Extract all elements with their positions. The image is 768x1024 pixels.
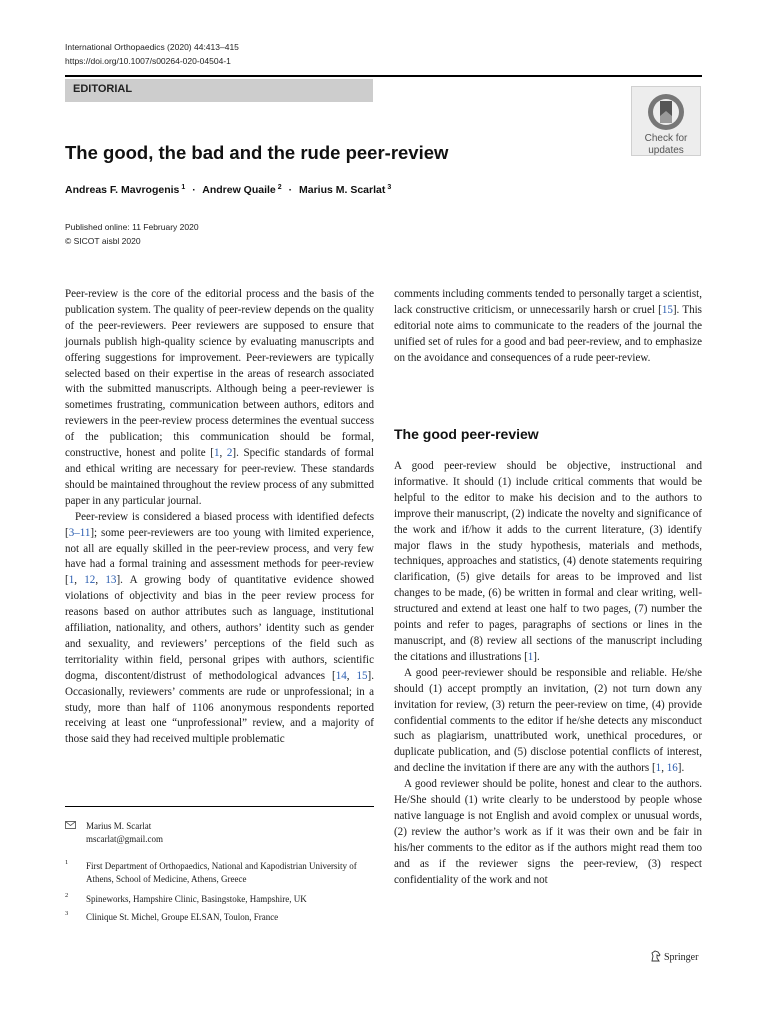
citation-link[interactable]: 16 (666, 762, 678, 775)
publisher-logo (650, 950, 698, 963)
paragraph: A good peer-review should be objective, instructional and informative. It should (1) include critical comments that would be helpful to the editor to make his decision and to the authors to improve their manuscript, (2) indicate the novelty and significance of the work and if/how it adds to the current literature, (3) identify major flaws in the study hypothesis, materials and methods, techniques, approaches and statistics, (4) denote statements requiring clarification, (5) give details for areas to be improved and list changes to be made, (6) be written in formal and clear writing, well-structured and extend at least one half to two pages, (7) number the points and refer to pages, paragraphs of sections or lines in the manuscript, and (8) review all sections of the manuscript including the citations and illustrations [1]. (394, 460, 702, 663)
author-list (65, 184, 391, 196)
paragraph: Peer-review is the core of the editorial process and the basis of the publication system. The quality of peer-review depends on the quality of the peer-reviewers. Peer reviewers are supposed to ensure that journals publish high-quality science by evaluating manuscripts and offering suggestions for improvement. Peer-reviewers are typically selected based on their expertise in the areas of research associated with the submitted manuscripts. Although being a peer-reviewer is sometimes frustrating, communication between authors, editors and reviewers in the peer-review process determines the eventual success of the publication; this communication should be formal, constructive, honest and polite [1, 2]. Specific standards of formal and ethical writing are necessary for peer-review. These standards should be maintained throughout the review process of any submitted paper in any particular journal. (65, 288, 374, 507)
doi-link[interactable]: https://doi.org/10.1007/s00264-020-04504-1 (65, 56, 231, 66)
copyright-icon: © (65, 236, 72, 246)
author-name[interactable]: Andreas F. Mavrogenis (65, 184, 180, 196)
affiliation-text: Clinique St. Michel, Groupe ELSAN, Toulon, France (86, 912, 279, 922)
copyright-text: SICOT aisbl 2020 (73, 236, 141, 246)
article-type-bar (65, 79, 373, 102)
citation-link[interactable]: 15 (356, 669, 368, 682)
citation-link[interactable]: 1 (527, 650, 534, 663)
footnote-rule (65, 806, 374, 807)
affiliation (65, 911, 374, 924)
citation-link[interactable]: 1 (68, 574, 75, 587)
paragraph: comments including comments tended to personally target a scientist, lack constructive criticism, or unnecessarily harsh or cruel [15]. This editorial note aims to communicate to the readers of the journal the unified set of rules for a good and bad peer-review, and to emphasize on the avoidance and consequences of a rude peer-review. (394, 288, 702, 364)
paragraph: Peer-review is considered a biased process with identified defects [3–11]; some peer-reviewers are too young with limited experience, not all are equally skilled in the peer-review process, and very few have had a formal training and assessment methods for peer-review [1, 12, 13]. A growing body of quantitative evidence showed violations of objectivity and bias in the peer review process for reasons based on author attributes such as language, institutional affiliation, nationality, and others, authors’ identity such as gender and sexuality, and reviewers’ perceptions of the field such as territoriality within field, personal gripes with authors, scientific dogma, discontent/distrust of methodological advances [14, 15]. Occasionally, reviewers’ comments are rude or unprofessional; in a study, more than half of 1106 anonymous respondents reported receiving at least one “unprofessional” review, and a majority of those said they had received multiple problematic (65, 510, 374, 746)
corresponding-author: Marius M. Scarlat (86, 821, 152, 831)
affiliation-number: 2 (65, 892, 69, 899)
article-title: The good, the bad and the rude peer-review (65, 142, 449, 163)
affiliation-number: 1 (65, 859, 69, 866)
badge-line-2: updates (648, 145, 684, 156)
affiliation (65, 860, 374, 885)
published-date: Published online: 11 February 2020 (65, 222, 199, 232)
check-for-updates-icon (646, 92, 686, 132)
publisher-name: Springer (664, 952, 699, 963)
paragraph: A good peer-reviewer should be responsible and reliable. He/she should (1) accept promptly an invitation, (2) not turn down any invitation for review, (3) return the peer-review on time, (4) provide confidential comments to the editor if he/she detects any misconduct such as plagiarism, unattributed work, unethical procedures, or duplicate publication, and (5) disclose potential conflicts of interest, and decline the invitation if there are any with the authors [1, 16]. (394, 666, 702, 775)
citation-link[interactable]: 1 (213, 447, 220, 460)
affiliation-number: 3 (65, 910, 69, 917)
author-aff: 1 (181, 184, 186, 191)
copyright-line (65, 236, 141, 246)
paragraph: A good reviewer should be polite, honest and clear to the authors. He/She should (1) write clearly to be understood by people whose native language is not English and avoid complex or unusual words, (2) review the author’s work as if it was their own and be fair in his/her comments to the editor as if the authors might read them too and as if the reviewer signs the peer-review, (3) respect confidentiality of the work and not (394, 778, 702, 886)
affiliation (65, 893, 374, 906)
affiliation-text: Spineworks, Hampshire Clinic, Basingstoke, Hampshire, UK (86, 894, 307, 904)
citation-link[interactable]: 12 (84, 574, 96, 587)
author-name[interactable]: Andrew Quaile (202, 184, 276, 196)
right-column-top (394, 287, 702, 367)
article-type-label: EDITORIAL (73, 83, 133, 95)
correspondence (65, 820, 163, 846)
header-rule (65, 75, 702, 77)
citation-link[interactable]: 15 (661, 303, 673, 316)
right-column-body (394, 459, 702, 888)
citation-link[interactable]: 2 (226, 447, 233, 460)
check-for-updates-badge[interactable] (631, 86, 701, 156)
citation-link[interactable]: 3–11 (68, 526, 91, 539)
journal-citation: International Orthopaedics (2020) 44:413–415 (65, 42, 239, 52)
citation-link[interactable]: 14 (335, 669, 347, 682)
citation-link[interactable]: 1 (655, 762, 662, 775)
author-aff: 2 (277, 184, 282, 191)
left-column (65, 287, 374, 748)
author-name[interactable]: Marius M. Scarlat (299, 184, 386, 196)
author-aff: 3 (387, 184, 392, 191)
section-heading: The good peer-review (394, 426, 539, 442)
envelope-icon (65, 821, 76, 829)
author-separator: · (192, 184, 196, 196)
badge-line-1: Check for (644, 133, 688, 144)
affiliation-text: First Department of Orthopaedics, National and Kapodistrian University of Athens, School of Medicine, Athens, Greece (86, 861, 357, 884)
author-separator: · (288, 184, 293, 196)
springer-horse-icon (650, 950, 662, 962)
citation-link[interactable]: 13 (105, 574, 117, 587)
corresponding-email[interactable]: mscarlat@gmail.com (86, 834, 164, 844)
